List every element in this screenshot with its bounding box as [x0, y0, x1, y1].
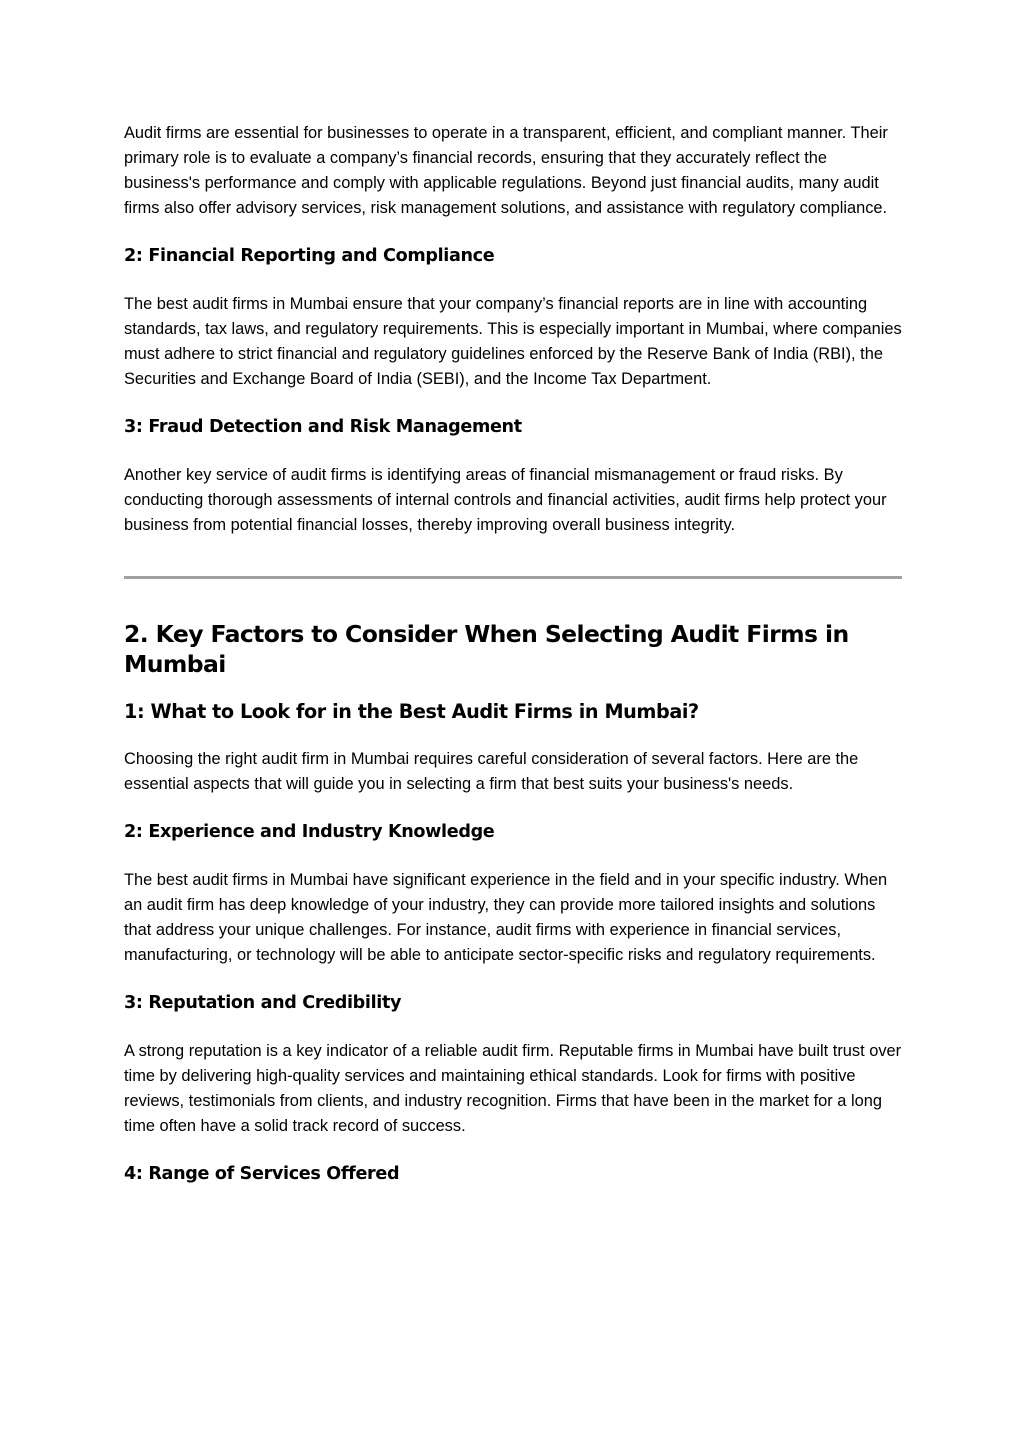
paragraph-what-to-look-for: Choosing the right audit firm in Mumbai requires careful consideration of several factors. Here are the essential aspects that will guide you in selecting a firm that best suits your business's needs. — [124, 750, 859, 793]
paragraph-reputation: A strong reputation is a key indicator of a reliable audit firm. Reputable firms in Mumbai have built trust over time by delivering high-quality services and maintaining ethical standards. Look for firms with positive reviews, testimonials from clients, and industry recognition. Firms that have been in the market for a long time often have a solid track record of success. — [124, 1042, 902, 1135]
section-divider — [124, 576, 902, 579]
paragraph-experience: The best audit firms in Mumbai have significant experience in the field and in your specific industry. When an audit firm has deep knowledge of your industry, they can provide more tailored insights and solutions that address your unique challenges. For instance, audit firms with experience in financial services, manufacturing, or technology will be able to anticipate sector-specific risks and regulatory requirements. — [124, 871, 888, 964]
major-heading: 2. Key Factors to Consider When Selecting Audit Firms in Mumbai — [124, 620, 849, 678]
heading-financial-reporting: 2: Financial Reporting and Compliance — [124, 246, 495, 266]
heading-range-of-services: 4: Range of Services Offered — [124, 1164, 400, 1184]
paragraph-financial-reporting: The best audit firms in Mumbai ensure that your company’s financial reports are in line with accounting standards, tax laws, and regulatory requirements. This is especially important in Mumbai, where companies must adhere to strict financial and regulatory guidelines enforced by the Reserve Bank of India (RBI), the Securities and Exchange Board of India (SEBI), and the Income Tax Department. — [124, 295, 902, 388]
document-page — [124, 121, 904, 1186]
heading-reputation: 3: Reputation and Credibility — [124, 993, 402, 1013]
intro-paragraph: Audit firms are essential for businesses to operate in a transparent, efficient, and compliant manner. Their primary role is to evaluate a company’s financial records, ensuring that they accurately reflect the business's performance and comply with applicable regulations. Beyond just financial audits, many audit firms also offer advisory services, risk management solutions, and assistance with regulatory compliance. — [124, 124, 888, 217]
paragraph-fraud-detection: Another key service of audit firms is identifying areas of financial mismanagement or fraud risks. By conducting thorough assessments of internal controls and financial activities, audit firms help protect your business from potential financial losses, thereby improving overall business integrity. — [124, 466, 887, 534]
heading-fraud-detection: 3: Fraud Detection and Risk Management — [124, 417, 522, 437]
heading-what-to-look-for: 1: What to Look for in the Best Audit Firms in Mumbai? — [124, 700, 699, 723]
heading-experience: 2: Experience and Industry Knowledge — [124, 822, 495, 842]
